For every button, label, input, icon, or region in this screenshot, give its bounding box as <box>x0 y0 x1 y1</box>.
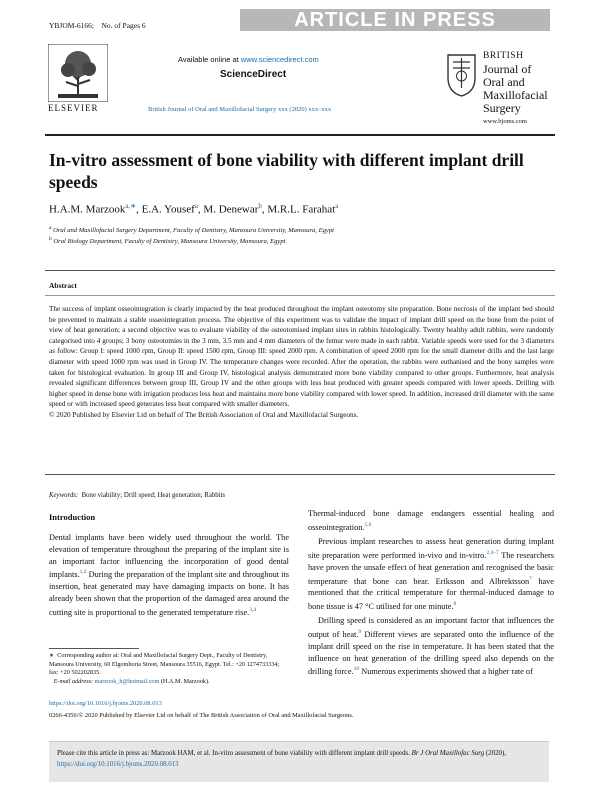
abstract-bottom-rule <box>45 474 555 475</box>
keywords: Keywords: Bone viability; Drill speed; Heat generation; Rabbits <box>49 492 226 499</box>
author: M. Denewar <box>203 203 259 216</box>
abstract-heading-rule <box>45 295 555 296</box>
abstract-heading: Abstract <box>49 281 77 290</box>
author: M.R.L. Farahat <box>267 203 336 216</box>
author: E.A. Yousef <box>141 203 195 216</box>
abstract-copyright: © 2020 Published by Elsevier Ltd on behalf of The British Association of Oral and Maxillofacial Surgeons. <box>49 410 359 419</box>
citation-link[interactable]: 1,2 <box>79 569 87 576</box>
right-paragraph-2: Previous implant researches to assess heat generation during implant site preparation were performed in-vivo and in-vitro.$^{2,4-7}$ The researchers have proven the unsafe effect of heat generation and recognised the basic temperature that bone can bear. Eriksson and Albrektsson$^7$ have mentioned that the critical temperature for thermal-induced damage to bone tissue is 47 °C utilised for one minute.$^8$ <box>308 537 554 611</box>
email-link[interactable]: marzook_h@hotmail.com <box>94 677 160 685</box>
doi-link[interactable]: https://doi.org/10.1016/j.bjoms.2020.08.013 <box>49 700 162 707</box>
bjoms-url[interactable]: www.bjoms.com <box>483 118 527 125</box>
cite-doi-link[interactable]: https://doi.org/10.1016/j.bjoms.2020.08.013 <box>57 761 179 768</box>
citation-link[interactable]: 2,4–7 <box>486 550 499 557</box>
bjoms-crest-icon <box>445 52 478 97</box>
affiliation-b: $^b$ Oral Biology Department, Faculty of Dentistry, Mansoura University, Mansoura, Egypt <box>49 236 286 246</box>
citation-link[interactable]: 8 <box>453 600 457 607</box>
affiliation-a: $^a$ Oral and Maxillofacial Surgery Department, Faculty of Dentistry, Mansoura University, Mansoura, Egypt <box>49 225 334 235</box>
footnote-rule <box>49 648 139 649</box>
citation-link[interactable]: 3,4 <box>249 606 257 613</box>
article-title: In-vitro assessment of bone viability with different implant drill speeds <box>49 150 524 192</box>
bjoms-journal-title: BRITISH Journal of Oral and Maxillofacial Surgery <box>483 51 548 115</box>
elsevier-wordmark: ELSEVIER <box>48 103 99 113</box>
author-list: H.A.M. Marzook$^{a,∗}$, E.A. Yousef$^a$, M. Denewar$^b$, M.R.L. Farahat$^a$ <box>49 202 339 216</box>
header-divider <box>45 134 555 136</box>
author: H.A.M. Marzook <box>49 203 126 216</box>
citation-link[interactable]: 9 <box>358 629 362 636</box>
citation-link[interactable]: 5,6 <box>364 521 372 528</box>
cite-this-article-box: Please cite this article in press as: Marzook HAM, et al. In-vitro assessment of bone viability with different implant drill speeds. Br J Oral Maxillofac Surg (2020), https://doi.org/10.1016/j.bjoms.2020.08.013 <box>49 741 549 782</box>
article-in-press-banner: ARTICLE IN PRESS <box>240 9 550 31</box>
citation-link[interactable]: 10 <box>353 666 360 673</box>
available-online: Available online at www.sciencedirect.com <box>178 55 319 64</box>
intro-paragraph-1: Dental implants have been widely used throughout the world. The elevation of temperature throughout the preparing of the implant site is an important factor influencing the incorporation of good dental implants.$^{1,2}$ During the preparation of the implant site and throughout its insertion, heat generated may have damaging impacts on bone. It has already been shown that the proportion of the damaged area around the cutting site is proportional to the generated temperature rise.$^{3,4}$ <box>49 533 289 617</box>
right-paragraph-3: Drilling speed is considered as an important factor that influences the output of heat.$^9$ Different views are separated onto the influence of the implant drill speed on the rise in temperature. It has been stated that the influence on heat generation of the drilling speed also depends on the drilling force.$^{10}$ Numerous experiments showed that a higher rate of <box>308 616 554 677</box>
page-count: No. of Pages 6 <box>101 21 146 30</box>
issn-copyright-line: 0266-4356/© 2020 Published by Elsevier Ltd on behalf of The British Association of Oral and Maxillofacial Surgeons. <box>49 712 354 719</box>
abstract-body: The success of implant osseointegration is clearly impacted by the heat produced throughout the implant osteotomy site preparation. Bone necrosis of the implant bed should be prevented to maintain a stable osseointegration process. The objective of this experiment was to validate the impact of implant drill speed on the bone from the point of view of heat generation; a second objective was to evaluate viability of the osteotomised implant sites in rabbits histologically. Twenty healthy adult rabbits, were randomly categorised into 4 groups; 3 bony osteotomies in the 3 mm, 3.5 mm and 4 mm diameters of the femur were made in each rabbit. Variable speeds were used for the 3 diameters as follow: Group I: speed 1000 rpm, Group II: speed 1500 rpm, Group III: speed 2000 rpm. A combination of speed 2000 rpm for the small diameter drills and the last large diameter with speed 1000 rpm was used in Group IV. The temperature changes were recorded. After the operation, the rabbits were euthanised and the bony samples were taken for histological evaluation. In group III and Group IV, histological analysis demonstrated more bone viability compared to other groups. Furthermore, heat analysis revealed significant differences between group III, Group IV and the other groups with less heat produced with greater speeds compared with lower speeds. Drilling with higher speed in dense bone with irrigation produces less heat and maintains more bone viability compared with lower speed. In addition, increased drill diameter with the same speed or with increased speed generates less heat compared with smaller diameters. © 2020 Published by Elsevier Ltd on behalf of The British Association of Oral and Maxillofacial Surgeons. <box>49 305 554 419</box>
journal-citation-line[interactable]: British Journal of Oral and Maxillofacial Surgery xxx (2020) xxx–xxx <box>148 106 332 113</box>
introduction-heading: Introduction <box>49 512 96 522</box>
citation-link[interactable]: 7 <box>529 575 532 582</box>
sciencedirect-wordmark: ScienceDirect <box>220 69 287 80</box>
corresponding-author-footnote: ∗ Corresponding author at: Oral and Maxillofacial Surgery Dept., Faculty of Dentistry, Mansoura University, 60 Elgomhoria Street, Mansoura 35516, Egypt. Tel.: +20 1274733334; fax: +20 502202835. E-mail address: marzook_h@hotmail.com (H.A.M. Marzook). <box>49 652 280 685</box>
article-code: YBJOM-6166; No. of Pages 6 <box>49 21 146 30</box>
sciencedirect-link[interactable]: www.sciencedirect.com <box>240 55 319 64</box>
elsevier-tree-logo <box>48 44 108 102</box>
right-paragraph-1: Thermal-induced bone damage endangers essential healing and osseointegration.$^{5,6}$ <box>308 509 554 532</box>
intro-right-column <box>308 508 554 678</box>
abstract-top-rule <box>45 270 555 271</box>
